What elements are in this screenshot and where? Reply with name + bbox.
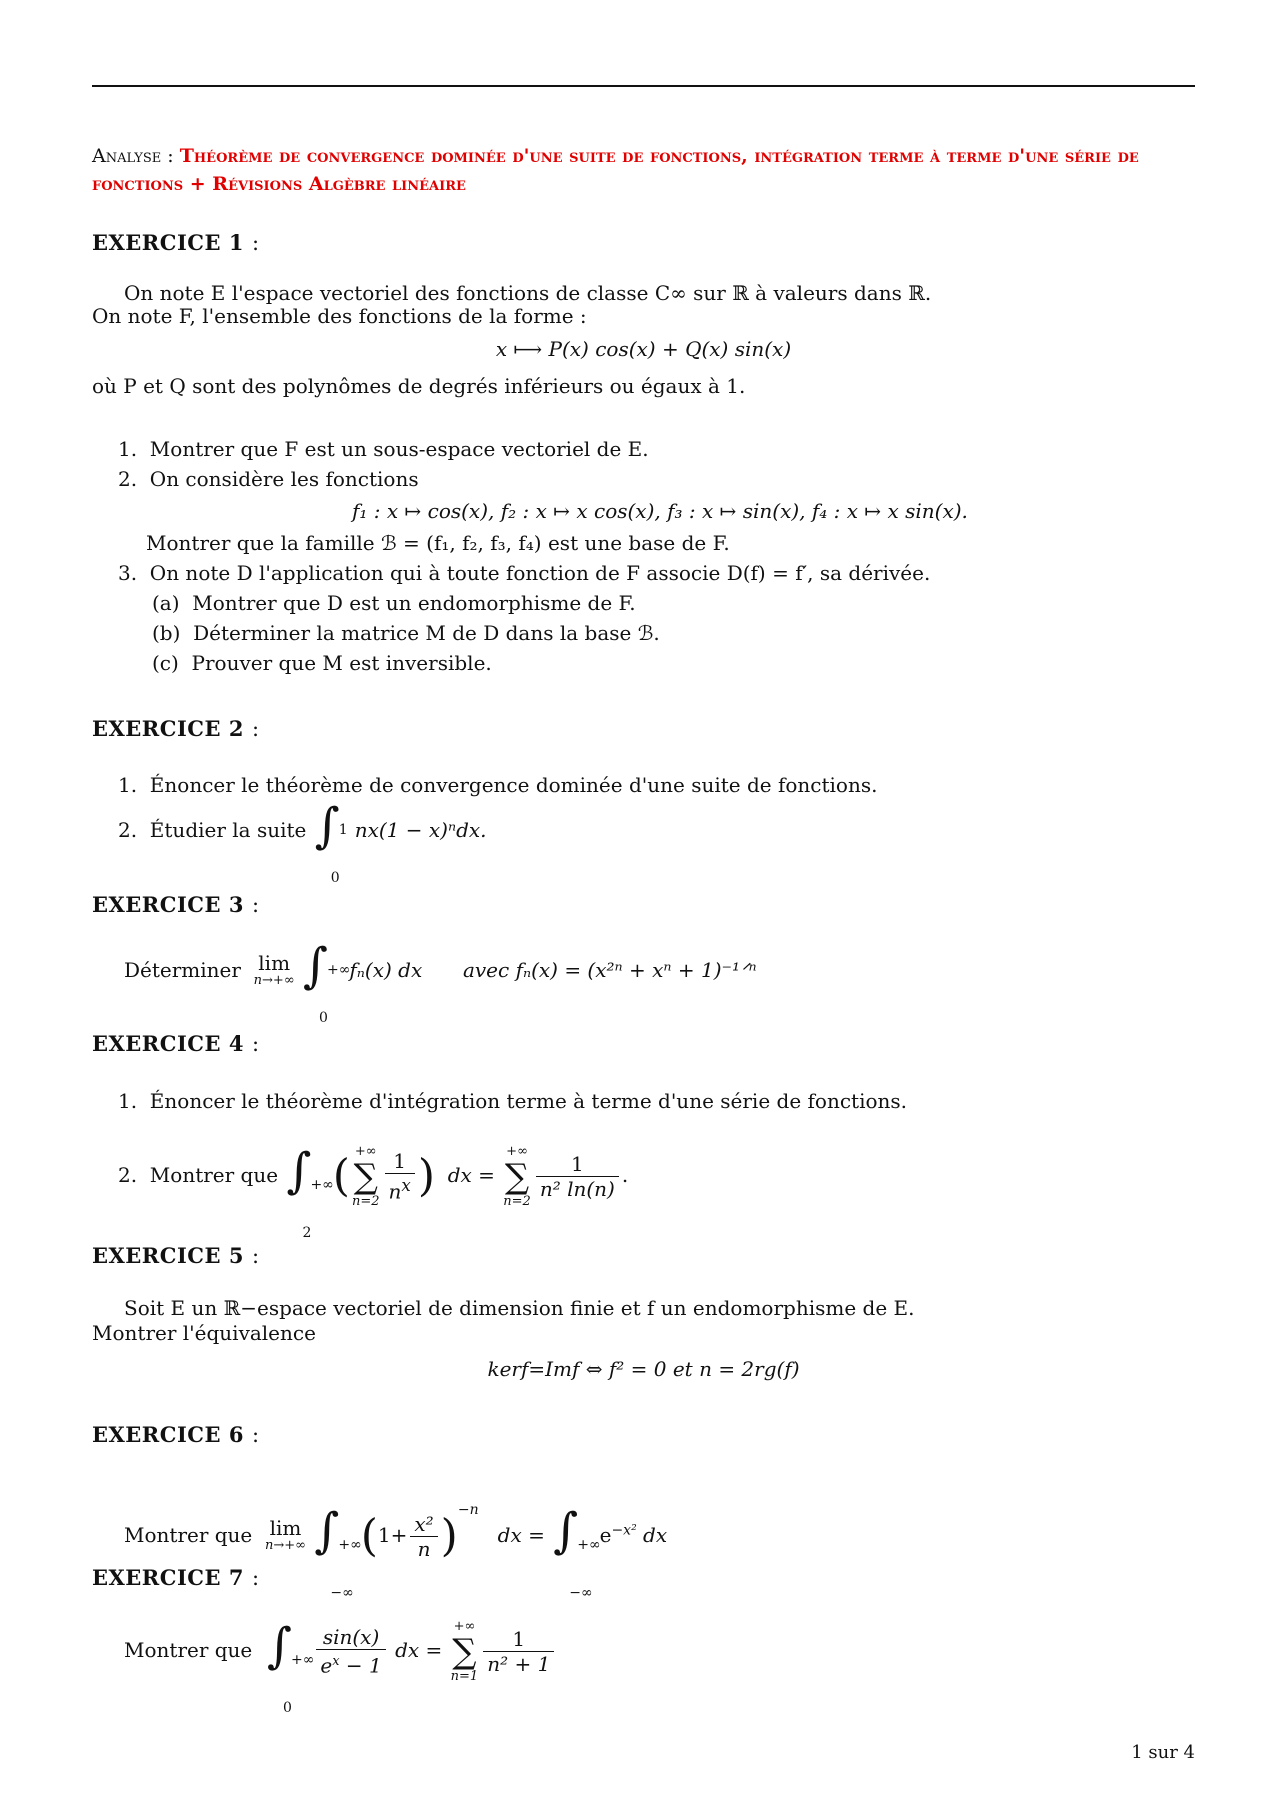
exercise-1-question-3b: (b) Déterminer la matrice M de D dans la base ℬ. <box>152 621 660 645</box>
top-rule <box>92 85 1195 87</box>
integral-symbol: ∫ +∞ 0 <box>303 937 351 1026</box>
exercise-4-question-2: 2. Montrer que ∫ +∞ 2 ( +∞ ∑ n=2 $\frac{1}{n^x}$ ) dx = +∞ ∑ n=2 $\frac{1}{\text{n² ln(n)}}$ . <box>118 1142 629 1241</box>
exercise-4-heading: EXERCICE 4 : <box>92 1031 260 1056</box>
exercise-6-heading: EXERCICE 6 : <box>92 1422 260 1447</box>
sum-symbol: +∞ ∑ n=1 <box>450 1618 479 1684</box>
exercise-4-question-1: 1. Énoncer le théorème d'intégration terme à terme d'une série de fonctions. <box>118 1089 908 1113</box>
fraction: $\frac{\text{x²}}{n}$ <box>410 1512 437 1561</box>
integral-symbol: ∫ +∞ 2 <box>286 1142 334 1241</box>
exercise-2-question-1: 1. Énoncer le théorème de convergence dominée d'une suite de fonctions. <box>118 773 878 797</box>
sum-symbol: +∞ ∑ n=2 <box>351 1143 380 1209</box>
exercise-5-heading: EXERCICE 5 : <box>92 1243 260 1268</box>
page-number: 1 sur 4 <box>1131 1742 1195 1763</box>
exercise-7-statement: Montrer que ∫ +∞ 0 $\frac{\sin(x)}{e^x - 1}$ dx = +∞ ∑ n=1 $\frac{1}{\text{n² + 1}}$ <box>124 1610 557 1690</box>
exercise-3-heading: EXERCICE 3 : <box>92 892 260 917</box>
header-title: Théorème de convergence dominée d'une suite de fonctions, intégration terme à terme d'une série de fonctions + Révisions Algèbre linéaire <box>92 145 1139 195</box>
exercise-1-question-3a: (a) Montrer que D est un endomorphisme de F. <box>152 591 636 615</box>
exercise-5-formula: kerf=Imf ⇔ f² = 0 et n = 2rg(f) <box>487 1357 800 1381</box>
sum-symbol: +∞ ∑ n=2 <box>503 1143 531 1209</box>
fraction: $\frac{\sin(x)}{e^x - 1}$ <box>316 1625 385 1678</box>
integral-symbol: ∫ +∞ 0 <box>267 1617 315 1716</box>
exercise-1-heading: EXERCICE 1 : <box>92 230 260 255</box>
exercise-1-after: où P et Q sont des polynômes de degrés inférieurs ou égaux à 1. <box>92 374 746 398</box>
exercise-6-statement: Montrer que lim n→+∞ ∫ +∞ −∞ (1+ $\frac{\text{x²}}{n}$ )$^{-n}$ dx = ∫ +∞ −∞ $e^{-x^2}$ dx <box>124 1502 668 1601</box>
fraction: $\frac{1}{\text{n² ln(n)}}$ <box>536 1152 619 1201</box>
integral-symbol: ∫ 1 0 <box>314 797 348 886</box>
exercise-1-functions-formula: f₁ : x ↦ cos(x), f₂ : x ↦ x cos(x), f₃ : x ↦ sin(x), f₄ : x ↦ x sin(x). <box>352 499 968 523</box>
limit-operator: lim n→+∞ <box>265 1515 306 1553</box>
exercise-5-text-2: Montrer l'équivalence <box>92 1321 316 1345</box>
fraction: $\frac{1}{\text{n² + 1}}$ <box>483 1627 554 1676</box>
exercise-1-intro-2: On note F, l'ensemble des fonctions de la forme : <box>92 304 587 328</box>
fraction: $\frac{1}{n^x}$ <box>385 1149 415 1204</box>
exercise-2-heading: EXERCICE 2 : <box>92 716 260 741</box>
header-separator: : <box>161 145 180 167</box>
exercise-1-question-3: 3. On note D l'application qui à toute fonction de F associe D(f) = f′, sa dérivée. <box>118 561 931 585</box>
page-header <box>92 142 1202 198</box>
exercise-1-question-3c: (c) Prouver que M est inversible. <box>152 651 492 675</box>
exercise-1-intro-1: On note E l'espace vectoriel des fonctions de classe C∞ sur ℝ à valeurs dans ℝ. <box>124 281 932 305</box>
exercise-1-question-2-after: Montrer que la famille ℬ = (f₁, f₂, f₃, f₄) est une base de F. <box>146 531 730 555</box>
limit-operator: lim n→+∞ <box>253 950 295 988</box>
exercise-1-question-1: 1. Montrer que F est un sous-espace vectoriel de E. <box>118 437 649 461</box>
integral-symbol: ∫ +∞ −∞ <box>314 1502 362 1601</box>
exercise-3-statement: Déterminer lim n→+∞ ∫ +∞ 0 fₙ(x) dx avec fₙ(x) = (x²ⁿ + xⁿ + 1)⁻¹ᐟⁿ <box>124 937 757 1026</box>
header-subject: Analyse <box>92 145 162 167</box>
exercise-1-question-2: 2. On considère les fonctions <box>118 467 419 491</box>
exercise-1-formula: x ⟼ P(x) cos(x) + Q(x) sin(x) <box>495 337 792 361</box>
exercise-2-question-2: 2. Étudier la suite ∫ 1 0 nx(1 − x)ⁿdx. <box>118 797 487 886</box>
integral-symbol: ∫ +∞ −∞ <box>553 1502 601 1601</box>
exercise-5-text-1: Soit E un ℝ−espace vectoriel de dimension finie et f un endomorphisme de E. <box>124 1296 915 1320</box>
exercise-7-heading: EXERCICE 7 : <box>92 1565 260 1590</box>
